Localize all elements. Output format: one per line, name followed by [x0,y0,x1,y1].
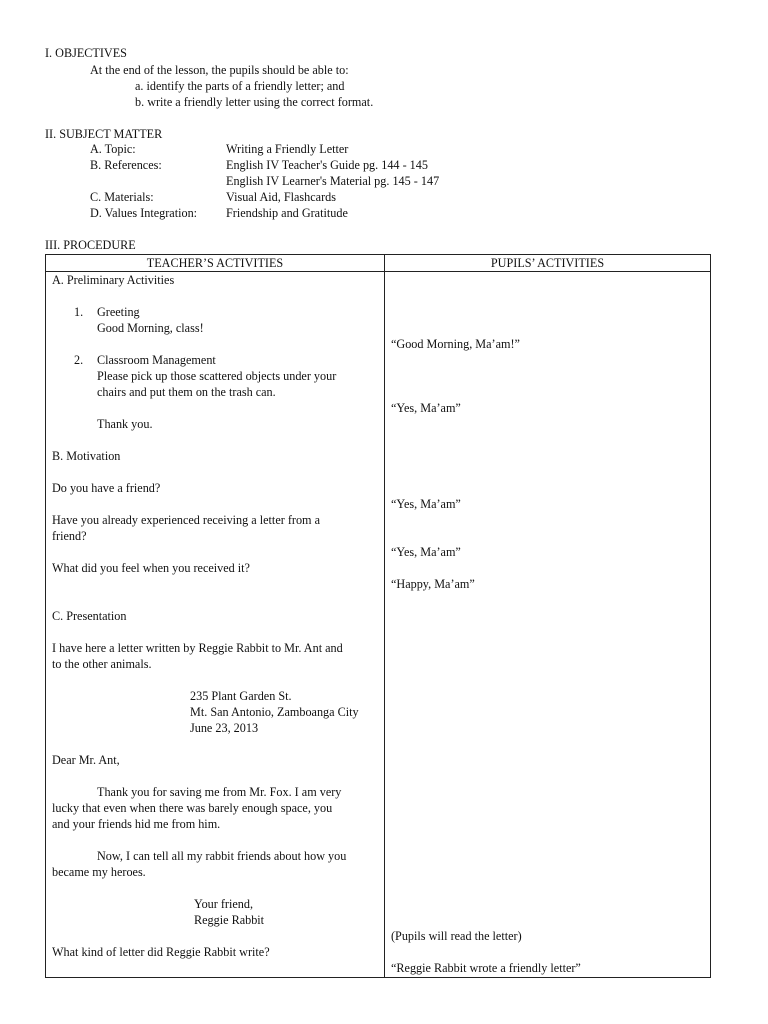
objectives-intro: At the end of the lesson, the pupils should be able to: [90,63,349,77]
question-3: What did you feel when you received it? [52,561,250,575]
references-value-1: English IV Teacher's Guide pg. 144 - 145 [226,158,428,172]
topic-value: Writing a Friendly Letter [226,142,349,156]
objective-item-a: a. identify the parts of a friendly letter; and [135,79,345,93]
materials-value: Visual Aid, Flashcards [226,190,336,204]
pupils-activities-header: PUPILS’ ACTIVITIES [490,256,605,270]
question-2-line-2: friend? [52,529,87,543]
subject-matter-heading: II. SUBJECT MATTER [45,127,163,141]
greeting-number: 1. [74,305,84,319]
values-label: D. Values Integration: [90,206,198,220]
pupil-response-4: “Yes, Ma’am” [391,545,461,559]
letter-body-1-line-1: Thank you for saving me from Mr. Fox. I am very [97,785,342,799]
letter-date: June 23, 2013 [190,721,259,735]
pupil-response-5: “Happy, Ma’am” [391,577,475,591]
letter-address-2: Mt. San Antonio, Zamboanga City [190,705,359,719]
thank-you-text: Thank you. [97,417,153,431]
letter-closing: Your friend, [194,897,254,911]
column-divider [384,255,385,977]
management-number: 2. [74,353,84,367]
materials-label: C. Materials: [90,190,154,204]
letter-salutation: Dear Mr. Ant, [52,753,120,767]
letter-body-2-line-1: Now, I can tell all my rabbit friends about how you [97,849,347,863]
procedure-heading: III. PROCEDURE [45,238,136,252]
procedure-table [45,254,711,978]
management-title: Classroom Management [97,353,216,367]
preliminary-activities: A. Preliminary Activities [52,273,175,287]
teacher-activities-header: TEACHER’S ACTIVITIES [146,256,284,270]
letter-intro-line-1: I have here a letter written by Reggie Rabbit to Mr. Ant and [52,641,343,655]
letter-signature: Reggie Rabbit [194,913,265,927]
letter-body-1-line-2: lucky that even when there was barely enough space, you [52,801,333,815]
values-value: Friendship and Gratitude [226,206,348,220]
pupil-response-3: “Yes, Ma’am” [391,497,461,511]
question-2-line-1: Have you already experienced receiving a letter from a [52,513,320,527]
letter-body-2-line-2: became my heroes. [52,865,146,879]
greeting-text: Good Morning, class! [97,321,204,335]
pupil-response-7: “Reggie Rabbit wrote a friendly letter” [391,961,581,975]
management-line-2: chairs and put them on the trash can. [97,385,276,399]
objective-item-b: b. write a friendly letter using the correct format. [135,95,374,109]
greeting-title: Greeting [97,305,140,319]
pupil-response-1: “Good Morning, Ma’am!” [391,337,520,351]
references-label: B. References: [90,158,162,172]
pupil-response-2: “Yes, Ma’am” [391,401,461,415]
motivation-heading: B. Motivation [52,449,121,463]
management-line-1: Please pick up those scattered objects under your [97,369,337,383]
letter-address-1: 235 Plant Garden St. [190,689,292,703]
references-value-2: English IV Learner's Material pg. 145 - 147 [226,174,440,188]
pupil-response-6: (Pupils will read the letter) [391,929,522,943]
objectives-heading: I. OBJECTIVES [45,46,127,60]
topic-label: A. Topic: [90,142,136,156]
question-4: What kind of letter did Reggie Rabbit write? [52,945,270,959]
presentation-heading: C. Presentation [52,609,127,623]
letter-intro-line-2: to the other animals. [52,657,152,671]
question-1: Do you have a friend? [52,481,161,495]
letter-body-1-line-3: and your friends hid me from him. [52,817,221,831]
